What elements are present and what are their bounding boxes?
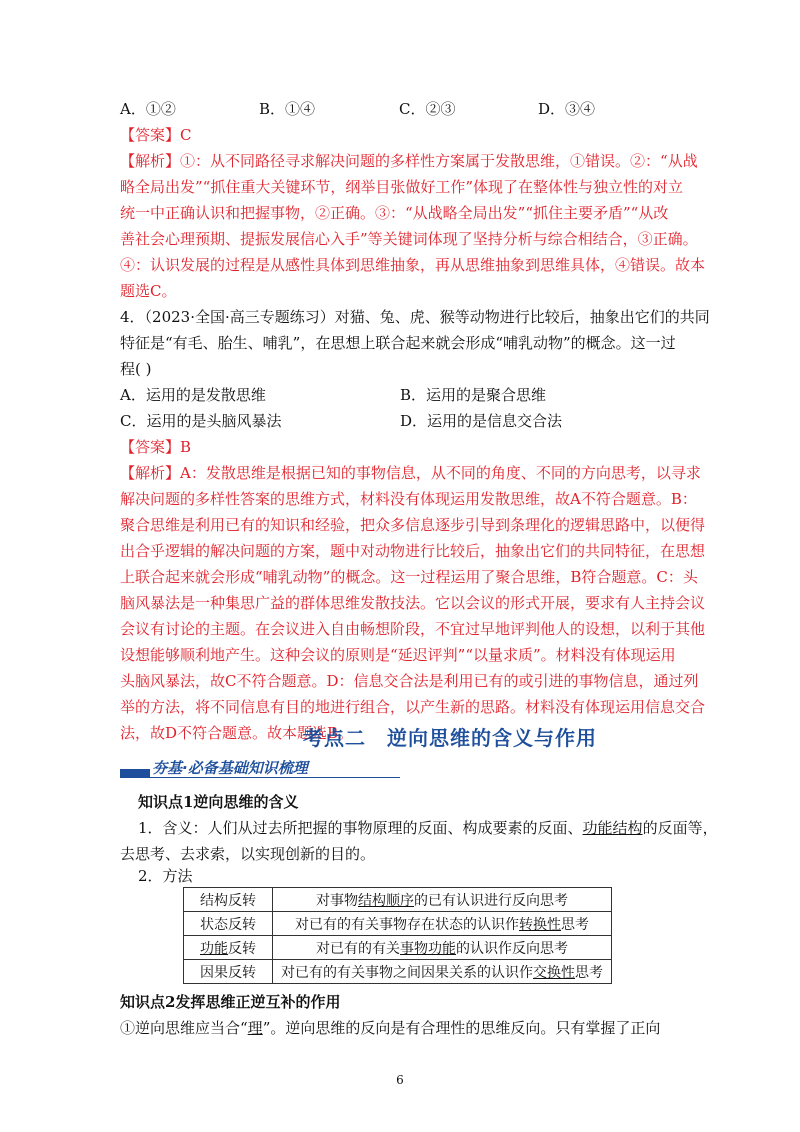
q4-analysis-line: 会议有讨论的主题。在会议进入自由畅想阶段，不宜过早地评判他人的设想，以利于其他 — [120, 620, 706, 638]
q4-analysis-line: 设想能够顺利地产生。这种会议的原则是“延迟评判”“以量求质”。材料没有体现运用 — [120, 646, 676, 664]
q3-option-a: A．①② — [120, 100, 176, 118]
method-name: 结构反转 — [184, 888, 273, 912]
q3-analysis-line: ④：认识发展的过程是从感性具体到思维抽象，再从思维抽象到思维具体，④错误。故本 — [120, 256, 706, 274]
answer-value: C — [180, 126, 192, 144]
table-row — [184, 960, 612, 984]
q4-option-b: B．运用的是聚合思维 — [400, 386, 547, 404]
desc-text: 对已有的有关事物之间因果关系的认识作 — [281, 964, 533, 981]
definition-underlined: 功能结构 — [582, 819, 643, 837]
desc-underlined: 事物功能 — [400, 940, 456, 957]
answer-tag: 【答案】 — [120, 126, 181, 144]
q4-answer — [120, 437, 191, 457]
q4-analysis-line: 头脑风暴法，故C不符合题意。D：信息交合法是利用已有的或引进的事物信息，通过列 — [120, 672, 699, 690]
methods-table — [183, 887, 612, 984]
q4-analysis-line: 脑风暴法是一种集思广益的群体思维发散技法。它以会议的形式开展，要求有人主持会议 — [120, 594, 706, 612]
definition-line — [138, 818, 718, 838]
section-banner — [120, 757, 400, 781]
q4-option-d: D．运用的是信息交合法 — [400, 412, 563, 430]
kp2-text: ”。逆向思维的反向是有合理性的思维反向。只有掌握了正向 — [262, 1019, 661, 1037]
q4-option-a: A．运用的是发散思维 — [120, 386, 266, 404]
analysis-text: A：发散思维是根据已知的事物信息，从不同的角度、不同的方向思考，以寻求 — [180, 464, 701, 482]
kp2-text: ①逆向思维应当合“ — [120, 1019, 248, 1037]
method-name-underlined: 功能 — [200, 940, 228, 957]
method-name: 因果反转 — [184, 960, 273, 984]
q4-stem-line: 4．（2023·全国·高三专题练习）对猫、兔、虎、猴等动物进行比较后，抽象出它们的共同 — [120, 308, 710, 326]
knowledge-point-2-title: 知识点2发挥思维正逆互补的作用 — [120, 993, 341, 1011]
analysis-tag: 【解析】 — [120, 464, 181, 482]
definition-text: 1．含义：人们从过去所把握的事物原理的反面、构成要素的反面、 — [138, 819, 583, 837]
method-name: 状态反转 — [184, 912, 273, 936]
page-number: 6 — [396, 1073, 404, 1087]
answer-value: B — [180, 438, 192, 456]
q3-analysis-line: 略全局出发”“抓住重大关键环节，纲举目张做好工作”体现了在整体性与独立性的对立 — [120, 178, 684, 196]
table-row — [184, 936, 612, 960]
desc-text: 思考 — [561, 916, 589, 933]
kp2-text-line — [120, 1018, 660, 1038]
q3-analysis-line: 善社会心理预期、提振发展信心入手”等关键词体现了坚持分析与综合相结合，③正确。 — [120, 230, 698, 248]
q4-stem-line: 特征是“有毛、胎生、哺乳”，在思想上联合起来就会形成“哺乳动物”的概念。这一过 — [120, 334, 676, 352]
q4-analysis-line: 解决问题的多样性答案的思维方式，材料没有体现运用发散思维，故A不符合题意。B： — [120, 490, 697, 508]
desc-text: 的认识作反向思考 — [456, 940, 568, 957]
table-row — [184, 888, 612, 912]
q4-analysis-line: 举的方法，将不同信息有目的地进行组合，以产生新的思路。材料没有体现运用信息交合 — [120, 698, 706, 716]
desc-text: 对已有的有关事物存在状态的认识作 — [295, 916, 519, 933]
q3-analysis-line: 统一中正确认识和把握事物，②正确。③：“从战略全局出发”“抓住主要矛盾”“从改 — [120, 204, 669, 222]
section-title: 考点二 逆向思维的含义与作用 — [303, 726, 597, 750]
method-desc — [273, 888, 612, 912]
analysis-text: ①：从不同路径寻求解决问题的多样性方案属于发散思维，①错误。②：“从战 — [180, 152, 698, 170]
q3-analysis-line: 题选C。 — [120, 282, 177, 300]
q4-stem-line: 程( ) — [120, 360, 152, 378]
banner-bar — [120, 769, 150, 778]
q4-analysis-line: 聚合思维是利用已有的知识和经验，把众多信息逐步引导到条理化的逻辑思路中，以便得 — [120, 516, 706, 534]
desc-underlined: 交换性 — [533, 964, 575, 981]
q3-answer — [120, 125, 192, 145]
desc-underlined: 结构顺序 — [358, 892, 414, 909]
method-name — [184, 936, 273, 960]
desc-text: 的已有认识进行反向思考 — [414, 892, 568, 909]
q4-option-c: C．运用的是头脑风暴法 — [120, 412, 282, 430]
definition-line-2: 去思考、去求索，以实现创新的目的。 — [120, 845, 376, 863]
desc-underlined: 转换性 — [519, 916, 561, 933]
q3-analysis-line — [120, 151, 698, 171]
method-desc — [273, 960, 612, 984]
banner-text: 夯基·必备基础知识梳理 — [152, 759, 308, 777]
q3-option-b: B．①④ — [259, 100, 316, 118]
method-name-text: 反转 — [228, 940, 256, 957]
definition-text: 的反面等， — [642, 819, 718, 837]
method-desc — [273, 936, 612, 960]
q4-analysis-line: 法，故D不符合题意。故本题选B。 — [120, 724, 354, 742]
q3-option-c: C．②③ — [399, 100, 456, 118]
desc-text: 对已有的有关 — [316, 940, 400, 957]
kp2-underlined: 理 — [247, 1019, 263, 1037]
desc-text: 对事物 — [316, 892, 358, 909]
knowledge-point-1-title: 知识点1逆向思维的含义 — [138, 793, 299, 811]
q4-analysis-line: 上联合起来就会形成“哺乳动物”的概念。这一过程运用了聚合思维，B符合题意。C：头 — [120, 568, 698, 586]
analysis-tag: 【解析】 — [120, 152, 181, 170]
table-row — [184, 912, 612, 936]
answer-tag: 【答案】 — [120, 438, 181, 456]
method-title: 2．方法 — [138, 867, 193, 885]
desc-text: 思考 — [575, 964, 603, 981]
q3-option-d: D．③④ — [538, 100, 596, 118]
q4-analysis-line: 出合乎逻辑的解决问题的方案，题中对动物进行比较后，抽象出它们的共同特征，在思想 — [120, 542, 706, 560]
q4-analysis-line — [120, 463, 701, 483]
method-desc — [273, 912, 612, 936]
